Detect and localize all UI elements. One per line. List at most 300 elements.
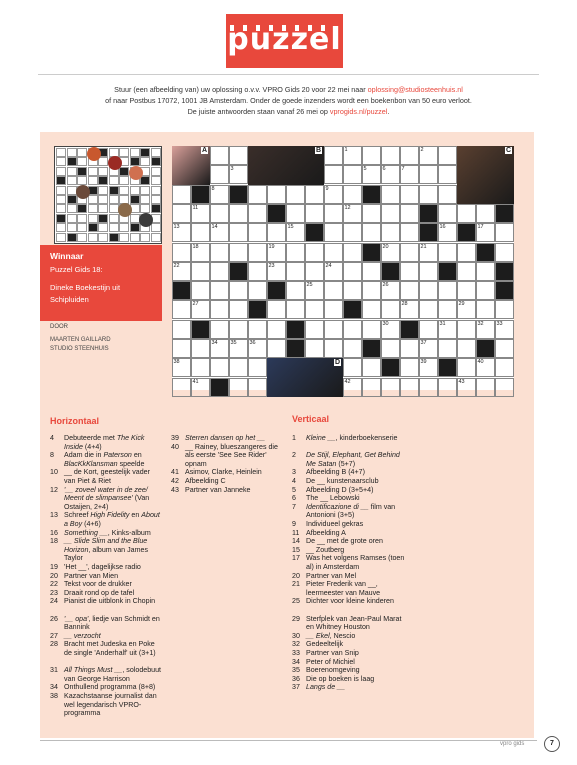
clue-number: 24 xyxy=(50,597,58,606)
clue-text: Partner van Janneke xyxy=(185,485,251,494)
grid-cell[interactable] xyxy=(438,339,457,358)
grid-cell[interactable] xyxy=(267,300,286,319)
grid-cell xyxy=(248,300,267,319)
grid-cell[interactable] xyxy=(457,262,476,281)
grid-cell xyxy=(400,320,419,339)
grid-cell[interactable] xyxy=(400,262,419,281)
clue-item xyxy=(50,589,162,598)
clue-item xyxy=(292,632,406,641)
mini-cell xyxy=(67,223,77,232)
grid-cell[interactable] xyxy=(362,358,381,377)
cell-number: 2 xyxy=(420,147,424,153)
clue-number: 16 xyxy=(50,528,58,537)
grid-cell[interactable] xyxy=(362,223,381,242)
credit-door: DOOR xyxy=(50,324,68,330)
grid-cell[interactable] xyxy=(248,281,267,300)
crossword-grid[interactable] xyxy=(172,146,514,390)
grid-cell[interactable] xyxy=(229,300,248,319)
footer-divider xyxy=(40,740,537,741)
clue-text: Kazachstaanse journalist dan wel legendarisch VPRO-programma xyxy=(64,692,157,718)
grid-cell[interactable] xyxy=(400,243,419,262)
clue-text: __ Slide Slim and the Blue Horizon, album van James Taylor xyxy=(64,537,148,563)
mini-cell xyxy=(88,223,98,232)
grid-cell[interactable] xyxy=(248,223,267,242)
clue-text: __ verzocht xyxy=(64,631,101,640)
grid-cell xyxy=(191,320,210,339)
grid-cell[interactable] xyxy=(286,281,305,300)
mini-cell xyxy=(119,176,129,185)
clue-text: The __ Lebowski xyxy=(306,494,360,503)
grid-cell[interactable] xyxy=(362,281,381,300)
mini-cell xyxy=(119,233,129,242)
clue-number: 28 xyxy=(50,640,58,649)
mini-cell xyxy=(56,195,66,204)
grid-cell[interactable] xyxy=(438,204,457,223)
grid-cell[interactable] xyxy=(286,243,305,262)
clue-item xyxy=(292,537,406,546)
grid-cell[interactable] xyxy=(419,281,438,300)
grid-cell[interactable] xyxy=(438,146,457,165)
grid-cell[interactable] xyxy=(457,204,476,223)
mini-cell xyxy=(130,214,140,223)
grid-cell[interactable] xyxy=(419,185,438,204)
mini-cell xyxy=(98,157,108,166)
mini-cell xyxy=(140,157,150,166)
grid-cell[interactable] xyxy=(172,300,191,319)
grid-cell[interactable] xyxy=(210,204,229,223)
clue-number: 35 xyxy=(292,666,300,675)
grid-cell[interactable] xyxy=(476,300,495,319)
grid-cell[interactable] xyxy=(267,320,286,339)
clue-number: 33 xyxy=(292,649,300,657)
grid-cell xyxy=(495,262,514,281)
grid-cell[interactable] xyxy=(457,320,476,339)
mini-cell xyxy=(77,167,87,176)
mini-cell xyxy=(140,176,150,185)
clue-item xyxy=(292,597,406,614)
grid-cell[interactable] xyxy=(381,223,400,242)
intro-line2: of naar Postbus 17072, 1001 JB Amsterdam. Onder de goede inzenders wordt een boekenbon van 50 euro verloot. xyxy=(105,96,472,105)
grid-cell[interactable] xyxy=(457,281,476,300)
grid-cell[interactable] xyxy=(191,358,210,377)
clue-text: Pieter Frederik van __, leermeester van Mauve xyxy=(306,580,381,597)
clue-item xyxy=(50,580,162,589)
grid-cell[interactable] xyxy=(495,300,514,319)
cell-number: 30 xyxy=(382,320,389,327)
grid-cell[interactable] xyxy=(419,378,438,397)
clue-item xyxy=(292,434,406,451)
grid-cell[interactable] xyxy=(305,243,324,262)
clue-text: __ de Kort, geestelijk vader van Piet & Riet xyxy=(64,468,150,485)
grid-cell[interactable] xyxy=(343,243,362,262)
grid-cell[interactable] xyxy=(400,378,419,397)
grid-cell[interactable] xyxy=(248,185,267,204)
grid-cell[interactable] xyxy=(172,185,191,204)
website-link[interactable]: vprogids.nl/puzzel xyxy=(329,107,388,116)
clue-item xyxy=(292,640,406,649)
grid-cell[interactable] xyxy=(248,204,267,223)
grid-cell[interactable] xyxy=(286,262,305,281)
mini-cell xyxy=(109,214,119,223)
cell-number: 5 xyxy=(363,166,367,173)
grid-cell[interactable] xyxy=(229,320,248,339)
grid-cell[interactable] xyxy=(438,281,457,300)
mini-cell xyxy=(130,186,140,195)
mini-cell xyxy=(140,186,150,195)
mini-cell xyxy=(67,195,77,204)
clue-text: Tekst voor de drukker xyxy=(64,580,132,589)
mini-cell xyxy=(56,204,66,213)
grid-cell[interactable] xyxy=(495,243,514,262)
grid-cell[interactable] xyxy=(229,378,248,397)
grid-cell[interactable] xyxy=(248,262,267,281)
grid-cell[interactable] xyxy=(362,262,381,281)
clue-number: 12 xyxy=(50,485,58,494)
intro-line3: De juiste antwoorden staan vanaf 26 mei op xyxy=(187,107,328,116)
clue-number: 17 xyxy=(292,554,300,563)
cell-number: 3 xyxy=(230,166,234,173)
grid-cell[interactable] xyxy=(381,204,400,223)
clue-text: Asimov, Clarke, Heinlein xyxy=(185,468,262,477)
grid-cell[interactable] xyxy=(210,243,229,262)
previous-solution-thumbnail xyxy=(54,146,162,244)
grid-cell[interactable] xyxy=(381,300,400,319)
grid-cell[interactable] xyxy=(210,262,229,281)
mini-cell xyxy=(98,176,108,185)
grid-cell[interactable] xyxy=(362,378,381,397)
grid-cell[interactable] xyxy=(343,339,362,358)
clue-number: 40 xyxy=(171,442,179,451)
cell-number: 28 xyxy=(401,301,408,308)
grid-cell[interactable] xyxy=(457,358,476,377)
mini-cell xyxy=(151,167,161,176)
cell-number: 9 xyxy=(325,185,329,192)
clue-item xyxy=(292,615,406,632)
mini-cell xyxy=(98,233,108,242)
clue-number: 13 xyxy=(50,511,58,520)
grid-cell[interactable] xyxy=(438,185,457,204)
grid-cell[interactable] xyxy=(438,243,457,262)
grid-cell[interactable] xyxy=(324,281,343,300)
cell-number: 42 xyxy=(344,378,351,385)
grid-cell[interactable] xyxy=(362,300,381,319)
grid-cell[interactable] xyxy=(362,204,381,223)
grid-cell xyxy=(210,378,229,397)
mini-cell xyxy=(119,186,129,195)
grid-cell[interactable] xyxy=(286,300,305,319)
clue-text: Gedeeltelijk xyxy=(306,640,344,649)
mini-cell xyxy=(77,233,87,242)
grid-cell[interactable] xyxy=(324,223,343,242)
grid-cell[interactable] xyxy=(210,358,229,377)
clue-text: Schreef High Fidelity en About a Boy (4+6) xyxy=(64,511,160,528)
cell-number: 13 xyxy=(173,224,180,231)
clue-number: 18 xyxy=(50,537,58,546)
clue-item xyxy=(50,563,162,572)
clue-text: Afbeelding A xyxy=(306,528,346,537)
cell-number: 38 xyxy=(173,359,180,366)
grid-cell[interactable] xyxy=(343,281,362,300)
mini-cell xyxy=(130,233,140,242)
grid-cell[interactable] xyxy=(191,223,210,242)
grid-cell[interactable] xyxy=(419,165,438,184)
grid-cell[interactable] xyxy=(305,300,324,319)
grid-cell[interactable] xyxy=(476,262,495,281)
clue-item xyxy=(171,443,283,469)
mini-cell xyxy=(88,204,98,213)
mini-cell xyxy=(88,233,98,242)
grid-cell[interactable] xyxy=(495,223,514,242)
grid-cell[interactable] xyxy=(191,339,210,358)
mini-photo xyxy=(76,185,90,199)
grid-cell[interactable] xyxy=(438,378,457,397)
grid-cell xyxy=(495,281,514,300)
grid-cell[interactable] xyxy=(324,339,343,358)
grid-cell[interactable] xyxy=(172,320,191,339)
grid-cell[interactable] xyxy=(324,204,343,223)
grid-cell[interactable] xyxy=(400,204,419,223)
mini-cell xyxy=(56,176,66,185)
clue-text: Dichter voor kleine kinderen xyxy=(306,597,394,606)
grid-cell[interactable] xyxy=(286,185,305,204)
clue-number: 34 xyxy=(50,683,58,692)
divider xyxy=(38,74,539,75)
grid-cell[interactable] xyxy=(457,243,476,262)
cell-number: 34 xyxy=(211,340,218,346)
grid-cell[interactable] xyxy=(381,378,400,397)
grid-cell[interactable] xyxy=(324,146,343,165)
mini-cell xyxy=(151,195,161,204)
mini-cell xyxy=(77,148,87,157)
grid-cell[interactable] xyxy=(495,378,514,397)
clue-number: 30 xyxy=(292,631,300,640)
grid-cell[interactable] xyxy=(229,146,248,165)
cell-number: 7 xyxy=(401,166,405,173)
grid-cell[interactable] xyxy=(229,243,248,262)
clue-text: Die op boeken is laag xyxy=(306,674,375,683)
grid-cell xyxy=(362,185,381,204)
cell-number: 37 xyxy=(420,340,427,346)
cell-number: 23 xyxy=(268,262,275,269)
grid-cell[interactable] xyxy=(324,165,343,184)
mini-cell xyxy=(109,195,119,204)
grid-cell xyxy=(419,223,438,242)
grid-cell[interactable] xyxy=(495,339,514,358)
clue-item xyxy=(50,640,162,666)
email-link[interactable]: oplossing@studiosteenhuis.nl xyxy=(367,85,463,94)
grid-cell[interactable] xyxy=(419,262,438,281)
grid-cell xyxy=(419,204,438,223)
grid-cell[interactable] xyxy=(172,204,191,223)
clue-text: Boerenomgeving xyxy=(306,666,360,675)
grid-cell[interactable] xyxy=(381,185,400,204)
cell-number: 8 xyxy=(211,185,215,192)
grid-cell[interactable] xyxy=(305,320,324,339)
winner-subtitle: Puzzel Gids 18: xyxy=(50,265,103,274)
clue-text: Something __, Kinks-album xyxy=(64,528,151,537)
mini-cell xyxy=(67,176,77,185)
clue-text: All Things Must __, solodebuut van George Harrison xyxy=(64,666,162,683)
grid-cell[interactable] xyxy=(324,320,343,339)
grid-cell[interactable] xyxy=(172,339,191,358)
grid-cell[interactable] xyxy=(400,281,419,300)
grid-cell[interactable] xyxy=(343,185,362,204)
clue-number: 31 xyxy=(50,666,58,675)
clue-text: Partner van Mien xyxy=(64,571,119,580)
grid-cell[interactable] xyxy=(191,262,210,281)
clue-text: Afbeelding B (4+7) xyxy=(306,468,365,477)
clue-text: Was het volgens Ramses (toen al) in Amsterdam xyxy=(306,554,405,571)
clue-number: 9 xyxy=(292,520,296,528)
grid-cell[interactable] xyxy=(476,378,495,397)
mini-cell xyxy=(67,167,77,176)
clue-text: Pianist die uitblonk in Chopin xyxy=(64,597,156,606)
grid-cell[interactable] xyxy=(324,243,343,262)
clue-text: De __ kunstenaarsclub xyxy=(306,477,379,485)
grid-cell[interactable] xyxy=(419,320,438,339)
grid-cell[interactable] xyxy=(343,165,362,184)
grid-cell[interactable] xyxy=(495,358,514,377)
clue-item xyxy=(292,580,406,597)
grid-cell xyxy=(457,223,476,242)
cell-number: 33 xyxy=(496,320,503,327)
grid-cell xyxy=(191,185,210,204)
clue-text: Afbeelding D (3+5+4) xyxy=(306,485,374,494)
clue-number: 6 xyxy=(292,494,296,503)
cell-number: 12 xyxy=(344,204,351,211)
grid-cell[interactable] xyxy=(305,185,324,204)
clue-number: 2 xyxy=(292,451,296,460)
mini-cell xyxy=(140,195,150,204)
cell-number: 11 xyxy=(192,204,199,211)
grid-cell[interactable] xyxy=(305,262,324,281)
grid-cell[interactable] xyxy=(419,300,438,319)
cell-number: 40 xyxy=(477,359,484,366)
grid-cell[interactable] xyxy=(229,204,248,223)
grid-cell[interactable] xyxy=(248,320,267,339)
cell-number: 39 xyxy=(420,359,427,366)
grid-cell[interactable] xyxy=(381,146,400,165)
grid-cell[interactable] xyxy=(400,223,419,242)
grid-cell[interactable] xyxy=(229,223,248,242)
clue-number: 25 xyxy=(292,597,300,606)
grid-cell[interactable] xyxy=(362,320,381,339)
grid-cell[interactable] xyxy=(400,339,419,358)
clue-item xyxy=(171,477,283,486)
mini-cell xyxy=(98,204,108,213)
grid-cell[interactable] xyxy=(305,339,324,358)
clue-number: 23 xyxy=(50,588,58,597)
grid-cell[interactable] xyxy=(343,320,362,339)
clue-item xyxy=(292,486,406,495)
mini-cell xyxy=(77,204,87,213)
grid-cell[interactable] xyxy=(172,243,191,262)
clue-text: De Stijl, Elephant, Get Behind Me Satan (5+7) xyxy=(306,451,400,468)
clue-image-d xyxy=(267,358,343,397)
grid-cell[interactable] xyxy=(210,146,229,165)
clue-image-c xyxy=(457,146,514,204)
cell-number: 22 xyxy=(173,262,180,269)
mini-cell xyxy=(56,186,66,195)
cell-number: 16 xyxy=(439,224,446,231)
clue-number: 37 xyxy=(292,683,300,692)
grid-cell xyxy=(267,281,286,300)
grid-cell[interactable] xyxy=(229,281,248,300)
grid-cell xyxy=(229,262,248,281)
credit-studio: STUDIO STEENHUIS xyxy=(50,346,109,352)
cell-number: 27 xyxy=(192,301,199,308)
mini-cell xyxy=(98,223,108,232)
clue-item xyxy=(50,511,162,528)
clue-number: 38 xyxy=(50,692,58,700)
grid-cell[interactable] xyxy=(172,378,191,397)
clue-text: __ Zoutberg xyxy=(306,545,345,554)
clue-text: __ Rainey, blueszangeres die als eerste 'See See Rider' opnam xyxy=(185,442,278,468)
mini-cell xyxy=(98,214,108,223)
clue-item xyxy=(292,494,406,503)
grid-cell[interactable] xyxy=(343,358,362,377)
grid-cell[interactable] xyxy=(476,281,495,300)
grid-cell[interactable] xyxy=(305,204,324,223)
mini-cell xyxy=(109,233,119,242)
intro-line1: Stuur (een afbeelding van) uw oplossing o.v.v. VPRO Gids 20 voor 22 mei naar xyxy=(114,85,366,94)
clue-text: '__ zoveel water in de zee/ Meent de slimpansee' (Van Ostaijen, 2+4) xyxy=(64,485,150,511)
clue-text: '__ opa', liedje van Schmidt en Bannink xyxy=(64,614,160,632)
grid-cell[interactable] xyxy=(400,358,419,377)
grid-cell[interactable] xyxy=(267,223,286,242)
grid-cell[interactable] xyxy=(286,204,305,223)
grid-cell[interactable] xyxy=(343,262,362,281)
grid-cell[interactable] xyxy=(400,185,419,204)
mini-cell xyxy=(77,214,87,223)
clue-number: 19 xyxy=(50,563,58,571)
winner-box xyxy=(40,245,162,321)
image-letter: B xyxy=(316,147,322,154)
grid-cell[interactable] xyxy=(438,300,457,319)
mini-photo xyxy=(139,213,153,227)
grid-cell[interactable] xyxy=(191,281,210,300)
clue-text: Onthullend programma (8+8) xyxy=(64,683,156,692)
cell-number: 24 xyxy=(325,262,332,269)
grid-cell[interactable] xyxy=(476,204,495,223)
cell-number: 19 xyxy=(268,243,275,250)
clue-item xyxy=(292,503,406,520)
clue-text: Afbeelding C xyxy=(185,477,226,485)
grid-cell[interactable] xyxy=(362,146,381,165)
grid-cell[interactable] xyxy=(400,146,419,165)
grid-cell[interactable] xyxy=(343,223,362,242)
grid-cell[interactable] xyxy=(210,165,229,184)
grid-cell[interactable] xyxy=(210,281,229,300)
grid-cell[interactable] xyxy=(229,358,248,377)
cell-number: 35 xyxy=(230,340,237,346)
grid-cell[interactable] xyxy=(381,339,400,358)
grid-cell[interactable] xyxy=(248,378,267,397)
grid-cell[interactable] xyxy=(438,165,457,184)
grid-cell[interactable] xyxy=(248,358,267,377)
grid-cell[interactable] xyxy=(324,300,343,319)
clue-item xyxy=(50,615,162,632)
grid-cell xyxy=(381,262,400,281)
grid-cell[interactable] xyxy=(210,300,229,319)
grid-cell[interactable] xyxy=(267,185,286,204)
clue-number: 5 xyxy=(292,485,296,494)
grid-cell[interactable] xyxy=(457,339,476,358)
grid-cell[interactable] xyxy=(267,339,286,358)
grid-cell[interactable] xyxy=(248,243,267,262)
winner-title: Winnaar xyxy=(50,251,84,261)
grid-cell[interactable] xyxy=(210,320,229,339)
